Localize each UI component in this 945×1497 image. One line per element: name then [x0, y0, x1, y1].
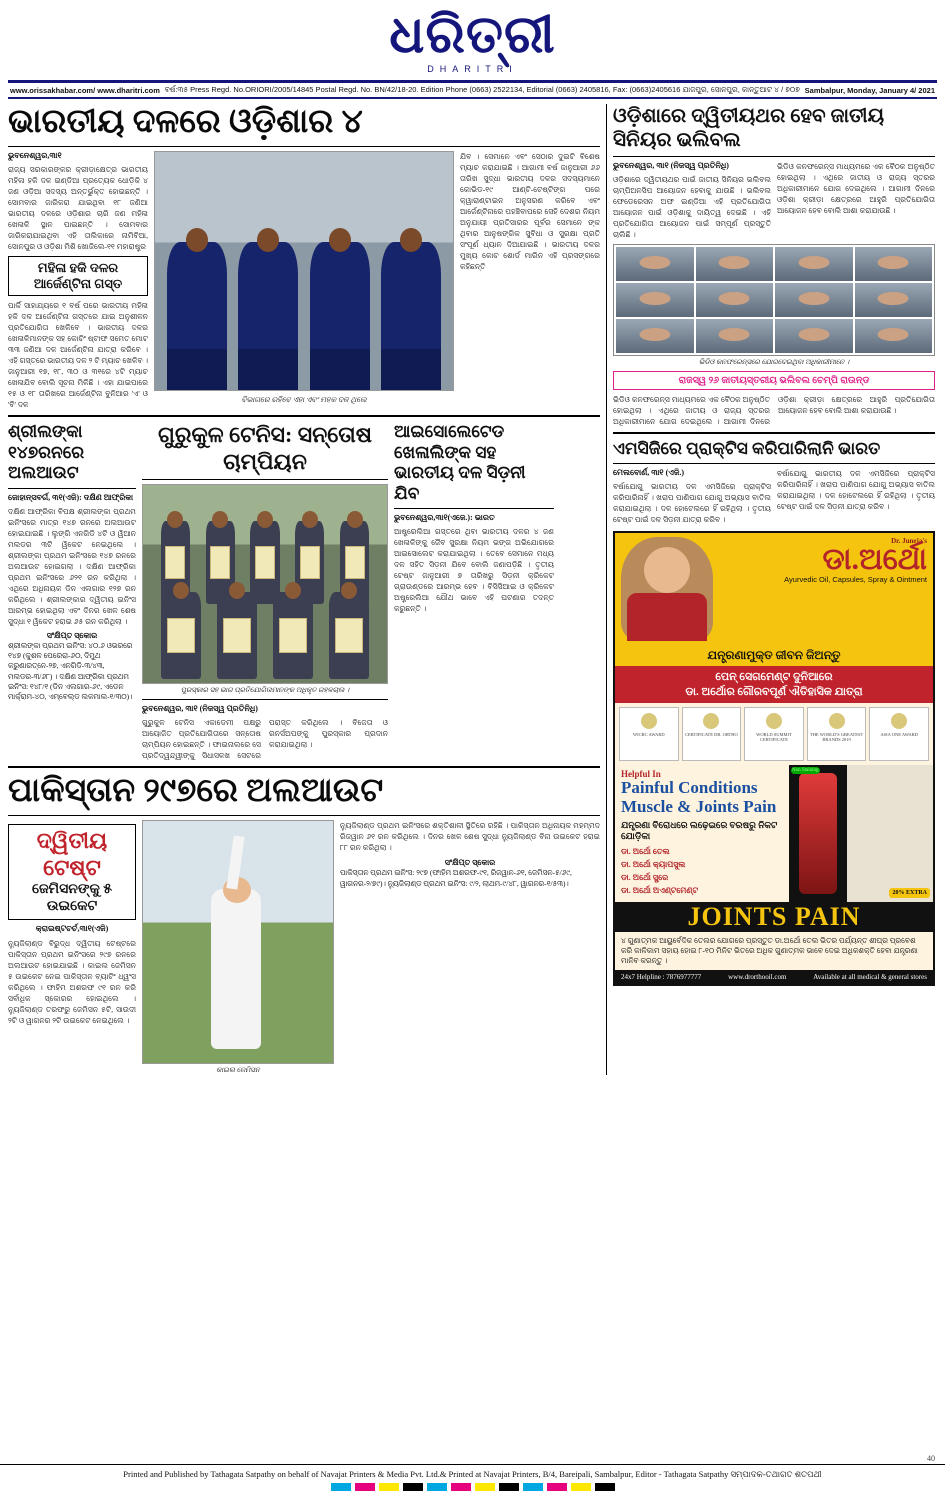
- isolate-story: [394, 422, 554, 761]
- ad-cert-item: ASIA ONE AWARD: [869, 707, 929, 761]
- masthead-subtitle: DHARITRI: [427, 64, 518, 74]
- mcg-headline: ଏମସିଜିରେ ପ୍ରାକ୍ଟିସ କରିପାରିଲାନି ଭାରତ: [613, 439, 881, 458]
- ad-certificates: [615, 703, 933, 765]
- tennis-story: [142, 422, 388, 761]
- pakistan-dateline: କ୍ରାଇଷ୍ଟଚର୍ଚ,୩ା୧(ଏଜି): [35, 923, 109, 933]
- left-section: [8, 104, 600, 1075]
- website-url[interactable]: www.orissakhabar.com/ www.dharitri.com: [10, 85, 160, 95]
- ad-brand-name: ଡା.ଅର୍ଥୋ: [822, 543, 927, 577]
- kyle-jamieson-bowling-photo: [142, 820, 334, 1064]
- srilanka-score-title: ସଂକ୍ଷିପ୍ତ ସ୍କୋର: [46, 630, 98, 640]
- ad-odia-line: ଯନ୍ତ୍ରଣା ବିରୋଧରେ ଲଢ଼େଇରେ ବରଷରୁ ନିକଟ ଯୋଡ଼ିକା: [621, 820, 778, 842]
- lead-body-1: ରାଜ୍ୟ ସରକାରଙ୍କର କ୍ରୀଡ଼ାକ୍ଷେତ୍ର ଭାରତୀୟ ମହିଳା ହକି ଦଳ ଇଣ୍ଡିଆ ପ୍ରତ୍ୟେକ ଧୋଡ଼ିକି ୪ ଜଣ ଓଡ଼ିଆ ସଦସ୍ୟ ଅନ୍ତର୍ଭୁକ୍ତ ହୋଇଛନ୍ତି । ସୋମବାର ଜାରିକରା ଯାଇଥିବା ୧୮ ଜଣିଆ ଭାରତୀୟ ଦଳରେ ଓଡ଼ିଶାର ଚାରି ଜଣ ମହିଳା ଖେଳାଳି ସ୍ଥାନ ପାଇଛନ୍ତି । ସୋମବାର ଜାରିକରାଯାଇଥିବା ଏହି ତାଲିକାରେ ନାମିବିଆ, ସୋନପୁର ଓ ଓଡ଼ିଶା ମିଶି ଖୋଜିଲେ-୧୧ ମହାରାଷ୍ଟ୍ର: [8, 164, 148, 251]
- pakistan-scoreboard: ପାକିସ୍ତାନ ପ୍ରଥମ ଇନିଂସ: ୨୯୭ (ଫାହିମ ଅଶରଫ-୯୧, ରିଜୱାନ-୬୧, ଜେମିସନ-୫/୬୯, ୱାଗନର-୨/୭୯)। ନ୍ୟୁଜିଲାଣ୍ଡ ପ୍ରଥମ ଇନିଂସ: ୯/୨, ଲାଥମ-୯/୪୮, ୱାଗନର-୧/୫୩)।: [340, 868, 572, 888]
- tennis-headline: ଗୁରୁକୁଳ ଟେନିସ: ସନ୍ତୋଷ ଚାମ୍ପିୟନ: [157, 422, 373, 474]
- footer-imprint: Printed and Published by Tathagata Satpathy on behalf of Navajat Printers & Media Pvt. Ltd.& Printed at Navajat Printers, B/4, Bareipali, Sambalpur, Editor - Tathagata Satpathy: [123, 1469, 729, 1479]
- pakistan-headline: ପାକିସ୍ତାନ ୨୯୭ରେ ଅଲଆଉଟ: [8, 773, 384, 810]
- ad-joints-pain-title: JOINTS PAIN: [615, 902, 933, 932]
- pakistan-photo-caption: କାଇଲ ଜେମିସନ: [216, 1066, 260, 1075]
- isolate-headline: ଆଇସୋଲେଟେଡ ଖେଳାଲିଙ୍କ ସହ ଭାରତୀୟ ଦଳ ସିଡ଼ନୀ ଯିବ: [394, 422, 526, 503]
- ad-cert-item: CERTIFICATE DR. ORTHO: [682, 707, 742, 761]
- ad-description: ୪ ଗୁଣାତ୍ମକ ଆୟୁର୍ବେଦିକ ତେଲର ଯୋଗରେ ପ୍ରସ୍ତୁତ ଡା.ଅର୍ଥୋ ତେଲ ଭିତର ପର୍ଯ୍ୟନ୍ତ ଶୀଘ୍ର ପ୍ରବେଶ କରି କାଳିକାମ ସହାୟ ହୋଇ ୮-୧୦ ମିନିଟ ଭିତରେ ଅଧିକ ଗୁଣାତ୍ମକ ଭାବେ ଦେଇ ଅଧିକଶକ୍ତି ହେବା ଯନ୍ତ୍ରଣା ମାନିବ କରନ୍ତୁ ।: [615, 932, 933, 970]
- footer-odia-tail: ସମ୍ପାଦକ-ତଥାଗତ ଶତପଥୀ: [730, 1469, 822, 1479]
- hockey-subheadline: ମହିଳା ହକି ଦଳର ଆର୍ଜେଣ୍ଟିନା ଗସ୍ତ: [33, 259, 123, 292]
- srilanka-body: ଦକ୍ଷିଣ ଆଫ୍ରିକା ବିପକ୍ଷ ଶ୍ରୀଲଙ୍କା ପ୍ରଥମ ଇନିଂସରେ ମାତ୍ର ୧୪୭ ରନରେ ଅଲଆଉଟ ହୋଇଯାଇଛି । ଲୁଙ୍ଗି ଏନଗିଡି ୪ଟି ଓ ୱିଆନ ମଲଡର ୩ଟି ୱିକେଟ ନେଇଥିଲେ । ଶ୍ରୀଲଙ୍କା ପ୍ରଥମ ଇନିଂସରେ ୧୪୭ ରନରେ ଅଲଆଉଟ ହୋଇଗଲା । ଦକ୍ଷିଣ ଆଫ୍ରିକା ପ୍ରଥମ ଇନିଂସରେ ୬୨୧ ରନ କରିଥିଲା । ଏଥିରେ ଅଧିନାୟକ ଡିନ ଏଲଗାର ୧୨୭ ରନ କରିଥିଲେ । ଶ୍ରୀଲଙ୍କାର ଦ୍ୱିତୀୟ ଇନିଂସ ଆରମ୍ଭ ହୋଇଥିଲା ଏବଂ ଦିନର ଖେଳ ଶେଷ ସୁଦ୍ଧା ୧ ୱିକେଟ ହରାଇ ୬୫ ରନ କରିଥିଲା ।: [8, 506, 136, 626]
- lead-headline: ଭାରତୀୟ ଦଳରେ ଓଡ଼ିଶାର ୪: [8, 104, 363, 140]
- info-bar: [8, 82, 937, 99]
- ad-cert-item: WORLD SUMMIT CERTIFICATE: [744, 707, 804, 761]
- ad-journey-banner: [615, 666, 933, 703]
- isolate-body: ଆଷ୍ଟ୍ରେଲିଆ ଗସ୍ତରେ ଥିବା ଭାରତୀୟ ଦଳର ୪ ଜଣ ଖେଳାଳିଙ୍କୁ ଜୈବ ସୁରକ୍ଷା ନିୟମ ଭଙ୍ଗ ଅଭିଯୋଗରେ ଆଇସୋଲେଟ କରାଯାଇଥିଲା । ତେବେ ସେମାନେ ମଧ୍ୟ ଦଳ ସହିତ ସିଡ଼ନୀ ଯିବେ ବୋଲି ଜଣାପଡ଼ିଛି । ତୃତୀୟ ଟେଷ୍ଟ ଜାନୁଆରୀ ୭ ତାରିଖରୁ ସିଡ଼ନୀ କ୍ରିକେଟ ଗ୍ରାଉଣ୍ଡରେ ଆରମ୍ଭ ହେବ । ବିସିସିଆଇ ଓ କ୍ରିକେଟ ଅଷ୍ଟ୍ରେଲିଆ ଯୌଥ ଭାବେ ଏହି ଘଟଣାର ତଦନ୍ତ କରୁଛନ୍ତି ।: [394, 527, 554, 613]
- right-section: [606, 104, 935, 1075]
- video-conference-grid-photo: [613, 244, 935, 356]
- volleyball-body-extra: ଭିଡିଓ କନଫରେନ୍ସ ମାଧ୍ୟମରେ ଏକ ବୈଠକ ଅନୁଷ୍ଠିତ ହୋଇଥିଲା । ଏଥିରେ ଜାତୀୟ ଓ ରାଜ୍ୟ ସ୍ତରର ଅଧିକାରୀମାନେ ଯୋଗ ଦେଇଥିଲେ । ଆଗାମୀ ଦିନରେ ଓଡ଼ିଶା କ୍ରୀଡ଼ା କ୍ଷେତ୍ରରେ ଆହୁରି ପ୍ରତିଯୋଗିତା ଆୟୋଜନ ହେବ ବୋଲି ଆଶା କରାଯାଉଛି ।: [613, 395, 935, 426]
- isolate-dateline: ଭୁବନେଶ୍ୱର,୩ା୧(ଏଜେ.): ଭାରତ: [394, 513, 495, 522]
- ad-helpline[interactable]: 24x7 Helpline : 7876977777: [621, 972, 702, 981]
- volleyball-photo-caption: ଭିଡିଓ କନଫରେନ୍ସରେ ଯୋଗଦେଇଥିବା ଅଧିକାରୀମାନେ ।: [698, 358, 850, 366]
- volleyball-body-1: ଓଡ଼ିଶାରେ ଦ୍ୱିତୀୟଥର ପାଇଁ ଜାତୀୟ ସିନିୟର ଭଲିବଲ ଚାମ୍ପିଅନସିପ ଆୟୋଜନ ହେବାକୁ ଯାଉଛି । ଭଲିବଲ ଫେଡେରେସନ ଅଫ ଇଣ୍ଡିଆ ଏହି ପ୍ରତିଯୋଗିତା ଆୟୋଜନ ପାଇଁ ଓଡ଼ିଶାକୁ ଦାୟିତ୍ୱ ଦେଇଛି । ଏହି ପ୍ରତିଯୋଗିତା ଆୟୋଜନ ପାଇଁ ସମ୍ପୂର୍ଣ ପ୍ରସ୍ତୁତି ଚାଲିଛି ।: [613, 175, 771, 239]
- mcg-dateline: ମେଲବୋର୍ଣ, ୩ା୧ (ଏଜି.): [613, 468, 685, 478]
- lead-story: [8, 104, 600, 410]
- pakistan-story: [8, 773, 600, 1075]
- volleyball-dateline: ଭୁବନେଶ୍ୱର, ୩ା୧ (ନିଜସ୍ୱ ପ୍ରତିନିଧି): [613, 161, 729, 170]
- ad-cert-item: WICRC AWARD: [619, 707, 679, 761]
- ad-condition-2: Muscle & Joints Pain: [621, 796, 777, 816]
- pakistan-body-right: ନ୍ୟୁଜିଲାଣ୍ଡ ପ୍ରଥମ ଇନିଂସରେ ଶକ୍ତିଶାଳୀ ସ୍ଥିତିରେ ରହିଛି । ପାକିସ୍ତାନ ଅଧିନାୟକ ମହମ୍ମଦ ରିଜୱାନ ୬୧ ରନ କରିଥିଲେ । ଦିନର ଖେଳ ଶେଷ ସୁଦ୍ଧା ନ୍ୟୁଜିଲାଣ୍ଡ ବିନା ଉଇକେଟ ହରାଇ ୮୮ ରନ କରିଥିଲା ।: [340, 821, 600, 853]
- srilanka-story: [8, 422, 136, 761]
- ad-tagline: ଯନ୍ତ୍ରଣାମୁକ୍ତ ଜୀବନ ଜିଅନ୍ତୁ: [615, 645, 933, 666]
- lead-dateline: ଭୁବନେଶ୍ୱର,୩ା୧: [8, 150, 62, 160]
- pakistan-sub-1: ଦ୍ୱିତୀୟ ଟେଷ୍ଟ: [36, 828, 108, 880]
- ad-header: [615, 533, 933, 645]
- lead-body-2: ପାର୍କି ସାହାଯ୍ୟରେ ୧ ବର୍ଷ ପରେ ଭାରତୀୟ ମହିଳା ହକି ଦଳ ଆର୍ଜେଣ୍ଟିନା ଗସ୍ତରେ ଯାଇ ଅନୁଶୀଳନ ପ୍ରତିଯୋଗିତା ଖେଳିବେ । ଭାରତୀୟ ଦଳର ଖେଳାଳିମାନଙ୍କ ସହ କୋଚିଂ ଷ୍ଟାଫ ସମେତ ମୋଟ ୩୩ ଜଣିଆ ଦଳ ଆର୍ଜେଣ୍ଟିନା ଯାତ୍ରା କରିବେ । ଏହି ଗସ୍ତରେ ଭାରତୀୟ ଦଳ ୨ ଟି ମ୍ୟାଚ ଖେଳିବ । ଜାନୁଆରୀ ୧୭, ୧୮, ୩୦ ଓ ୩୧ରେ ୪ଟି ମ୍ୟାଚ ଖେଳାଯିବ ବୋଲି ସୂଚନା ମିଳିଛି । ଏହା ଯାଇପାରେ ୧୫ ଓ ୧୮ ତାରିଖରେ ଆର୍ଜେଣ୍ଟିନା ବୁନିଆର 'ଏ' ଓ 'ବି' ଦଳ: [8, 301, 148, 410]
- mid-row: [8, 422, 600, 761]
- srilanka-dateline: ଜୋହାନ୍ସବର୍ଗ, ୩୧(ଏଜି): ଦକ୍ଷିଣ ଆଫ୍ରିକା: [8, 492, 134, 502]
- ad-footer[interactable]: [615, 970, 933, 984]
- indian-team-players-photo: [154, 151, 454, 391]
- ad-availability: Available at all medical & general stores: [813, 972, 927, 981]
- volleyball-headline: ଓଡ଼ିଶାରେ ଦ୍ୱିତୀୟଥର ହେବ ଜାତୀୟ ସିନିୟର ଭଲିବଲ: [613, 105, 885, 151]
- tennis-photo-caption: ପୁରସ୍କାର ସହ ଭାଗ ପ୍ରତିଯୋଗିତାମାନଙ୍କ ଅଧିକୃତ ଗହଳଚାଲ ।: [180, 686, 350, 695]
- tennis-dateline: ଭୁବନେଶ୍ୱର, ୩ା୧ (ନିଜସ୍ୱ ପ୍ରତିନିଧି): [142, 704, 258, 714]
- color-calibration-bar: [0, 1480, 945, 1495]
- lead-photo-caption: ବିଭାଗରେ ରହିବେ ଏହା ଏବଂ ମହକ ଦଳ ଥିଲେ: [241, 394, 367, 404]
- masthead-logo: ଧରିତ୍ରୀ: [389, 7, 556, 64]
- gurukul-tennis-group-photo: [142, 484, 388, 684]
- mcg-body: ବର୍ଷାଯୋଗୁ ଭାରତୀୟ ଦଳ ଏମସିଜିରେ ପ୍ରାକ୍ଟିସ କରିପାରିନାହିଁ । ଖରାପ ପାଣିପାଗ ଯୋଗୁ ଅଭ୍ୟାସ ବାତିଲ କରାଯାଇଥିଲା । ଦଳ ହୋଟେଲରେ ହିଁ ରହିଥିଲା । ତୃତୀୟ ଟେଷ୍ଟ ପାଇଁ ଦଳ ସିଡ଼ନୀ ଯାତ୍ରା କରିବ ।: [613, 482, 771, 525]
- hockey-subhead-box: [8, 256, 148, 297]
- ad-product-item: ଡା. ଅର୍ଥୋ ସ୍ପ୍ରେ: [621, 872, 669, 882]
- masthead: [8, 0, 937, 74]
- tennis-body: ଗୁରୁକୁଳ ଟେନିସ ଏକାଡେମୀ ପକ୍ଷରୁ ଆୟୋଜିତ ପ୍ରତିଯୋଗିତାରେ ସନ୍ତୋଷ ଚାମ୍ପିୟନ ହୋଇଛନ୍ତି । ଫାଇନାଲରେ ସେ ପ୍ରତିଦ୍ୱନ୍ଦ୍ୱୀଙ୍କୁ ସିଧାସଳଖ ସେଟରେ ପରାସ୍ତ କରିଥିଲେ । ବିଜେତା ଓ ରନର୍ସଅପଙ୍କୁ ପୁରସ୍କାର ପ୍ରଦାନ କରାଯାଇଥିଲା ।: [142, 718, 388, 761]
- ad-journey-line-1: ପେନ୍ ସେଗମେଣ୍ଟ ଦୁନିଆରେ: [715, 671, 833, 684]
- ad-celebrity-photo: [621, 537, 713, 641]
- page-content: [8, 104, 937, 1075]
- pakistan-body-left: ନ୍ୟୁଜିଲାଣ୍ଡ ବିରୁଦ୍ଧ ଦ୍ୱିତୀୟ ଟେଷ୍ଟରେ ପାକିସ୍ତାନ ପ୍ରଥମ ଇନିଂସରେ ୨୯୭ ରନରେ ଅଲଆଉଟ ହୋଇଯାଇଛି । କାଇଲ ଜେମିସନ ୫ ଉଇକେଟ ନେଇ ପାକିସ୍ତାନ ବ୍ୟାଟିଂ ଧ୍ୱଂସ କରିଥିଲେ । ଫାହିମ ଅଶରଫ ୯୧ ରନ କରି ସର୍ବାଧିକ ସ୍କୋରର ହୋଇଥିଲେ । ନ୍ୟୁଜିଲାଣ୍ଡ ତରଫରୁ ଜେମିସନ ୫ଟି, ସାଉଦୀ ୨ଟି ଓ ୱାଗନର ୨ଟି ଉଇକେଟ ନେଇଥିଲେ ।: [8, 938, 136, 1025]
- srilanka-headline: ଶ୍ରୀଲଙ୍କା ୧୪୭ରନରେ ଅଲଆଉଟ: [8, 422, 85, 483]
- page-footer: [0, 1464, 945, 1497]
- ad-extra-badge: 20% EXTRA: [889, 888, 930, 898]
- ad-website[interactable]: www.drorthooil.com: [728, 972, 787, 981]
- edition-date: Sambalpur, Monday, January 4/ 2021: [804, 85, 935, 95]
- ad-non-staining-badge: Non Staining: [792, 767, 819, 773]
- mcg-body-cont: ବର୍ଷାଯୋଗୁ ଭାରତୀୟ ଦଳ ଏମସିଜିରେ ପ୍ରାକ୍ଟିସ କରିପାରିନାହିଁ । ଖରାପ ପାଣିପାଗ ଯୋଗୁ ଅଭ୍ୟାସ ବାତିଲ କରାଯାଇଥିଲା । ଦଳ ହୋଟେଲରେ ହିଁ ରହିଥିଲା । ତୃତୀୟ ଟେଷ୍ଟ ପାଇଁ ଦଳ ସିଡ଼ନୀ ଯାତ୍ରା କରିବ ।: [777, 469, 935, 512]
- pakistan-score-title: ସଂକ୍ଷିପ୍ତ ସ୍କୋର: [444, 858, 496, 868]
- ad-product-item: ଡା. ଅର୍ଥୋ ତେଲ: [621, 847, 670, 857]
- ad-cert-item: THE WORLD'S GREATEST BRANDS 2019: [807, 707, 867, 761]
- ad-product-item: ଡା. ଅର୍ଥୋ କ୍ୟାପସୁଲ: [621, 860, 686, 870]
- ad-condition-1: Painful Conditions: [621, 777, 758, 797]
- dr-ortho-advertisement[interactable]: [613, 531, 935, 985]
- ad-journey-line-2: ଡା. ଅର୍ଥୋର ଗୌରବପୂର୍ଣ ଐତିହାସିକ ଯାତ୍ରା: [685, 685, 863, 698]
- ad-product-list: [621, 846, 783, 897]
- ad-helpful-label: Helpful In: [621, 768, 661, 779]
- lead-body-3: ଯିବ । ସେମାନେ ଏବଂ ସେଠାର ଦୁଇଟି ବିଶେଷ ମ୍ୟାଚ କରାଯାଇଛି । ଆଗାମୀ ବର୍ଷ ଜାନୁଆରୀ ୬୬ ତାରିଖ ସୁଦ୍ଧା ଭାରତୀୟ ଦଳର ସଦସ୍ୟମାନେ କୋଭିଡ-୧୯ ଆଣ୍ଟି-ଟେଷ୍ଟିଙ୍ଗ ପରେ କ୍ୱାରାଣ୍ଟାଇନ ଅନୁସରଣ କରିବେ ଏବଂ ଆର୍ଜେଣ୍ଟିନାରେ ପହଞ୍ଚିବାପରେ ସେହି ଦେଶର ନିୟମ ଅନୁଯାୟୀ ପ୍ରତିସାରର ପୂର୍ବର ସେମାନେ ଙ୍କ ଥିବାର ଆନୁଷଙ୍ଗିକ ସୁବିଧା ଓ ସୁରକ୍ଷା ପ୍ରତି ସଂପୂର୍ଣ ଧ୍ୟାନ ଦିଆଯାଇଛି । ଭାରତୀୟ ଦଳର ମୁଖ୍ୟ କୋଚ ଶୋର୍ଡ ମାରିନ ଏହି ପ୍ରସଙ୍ଗରେ କହିଛନ୍ତି: [460, 151, 600, 271]
- srilanka-scoreboard: ଶ୍ରୀଲଙ୍କା ପ୍ରଥମ ଇନିଂସ: ୪୦.୬ ଓଭରରେ ୧୪୭ (କୁଶଳ ପେରେରା-୬୦, ଦିମୁଥ କରୁଣାରତ୍ନେ-୨୭, ଏନଗିଡି-୩/୪୩, ମଲଡର-୩/୬୮) । ଦକ୍ଷିଣ ଆଫ୍ରିକା ପ୍ରଥମ ଇନିଂସ: ୧୪୮/୧ (ଡିନ ଏଲଗାର-୬୯, ଏଡେନ ମାର୍କ୍ରାମ-୪୦, ଏମ୍ବେଲ୍ଡ ଲକମାଲ-୧/୩୦)।: [8, 640, 133, 702]
- ad-legs-image: [847, 765, 933, 902]
- pink-banner: ରାଜସ୍ୱ ୨୬ ଜାତୀୟସ୍ତରୀୟ ଭଲିବଲ ଚେମ୍ପି ରାଉନ୍ଡ: [613, 371, 935, 390]
- registration-info: ବର୍ଷ:୩୫ Press Regd. No.ORIORI/2005/14845 Postal Regd. No. BN/42/18-20. Edition Phone (0663) 2522134, Editorial (0663) 2405816, Fax: (0663)2405616 ଯାଜପୁର, ସୋନପୁର, କାନ୍ତୁଆଟ ୪ / ୭୦୭: [164, 85, 800, 94]
- pakistan-sub-2: ଜେମିସନଙ୍କୁ ୫ ଉଇକେଟ: [31, 881, 113, 915]
- ad-brand-subtitle: Ayurvedic Oil, Capsules, Spray & Ointment: [784, 575, 927, 585]
- page-number: 40: [927, 1454, 935, 1463]
- ad-product-item: ଡା. ଅର୍ଥୋ ଅଏଣ୍ଟମେଣ୍ଟ: [621, 885, 698, 895]
- pakistan-subhead-box: [8, 824, 136, 920]
- ad-bottle-image: [789, 765, 847, 902]
- ad-doctor-label: Dr. Juneja's: [891, 537, 927, 546]
- volleyball-body-2: ଭିଡିଓ କନଫରେନ୍ସ ମାଧ୍ୟମରେ ଏକ ବୈଠକ ଅନୁଷ୍ଠିତ ହୋଇଥିଲା । ଏଥିରେ ଜାତୀୟ ଓ ରାଜ୍ୟ ସ୍ତରର ଅଧିକାରୀମାନେ ଯୋଗ ଦେଇଥିଲେ । ଆଗାମୀ ଦିନରେ ଓଡ଼ିଶା କ୍ରୀଡ଼ା କ୍ଷେତ୍ରରେ ଆହୁରି ପ୍ରତିଯୋଗିତା ଆୟୋଜନ ହେବ ବୋଲି ଆଶା କରାଯାଉଛି ।: [777, 162, 935, 215]
- ad-helpful-section: [615, 765, 933, 902]
